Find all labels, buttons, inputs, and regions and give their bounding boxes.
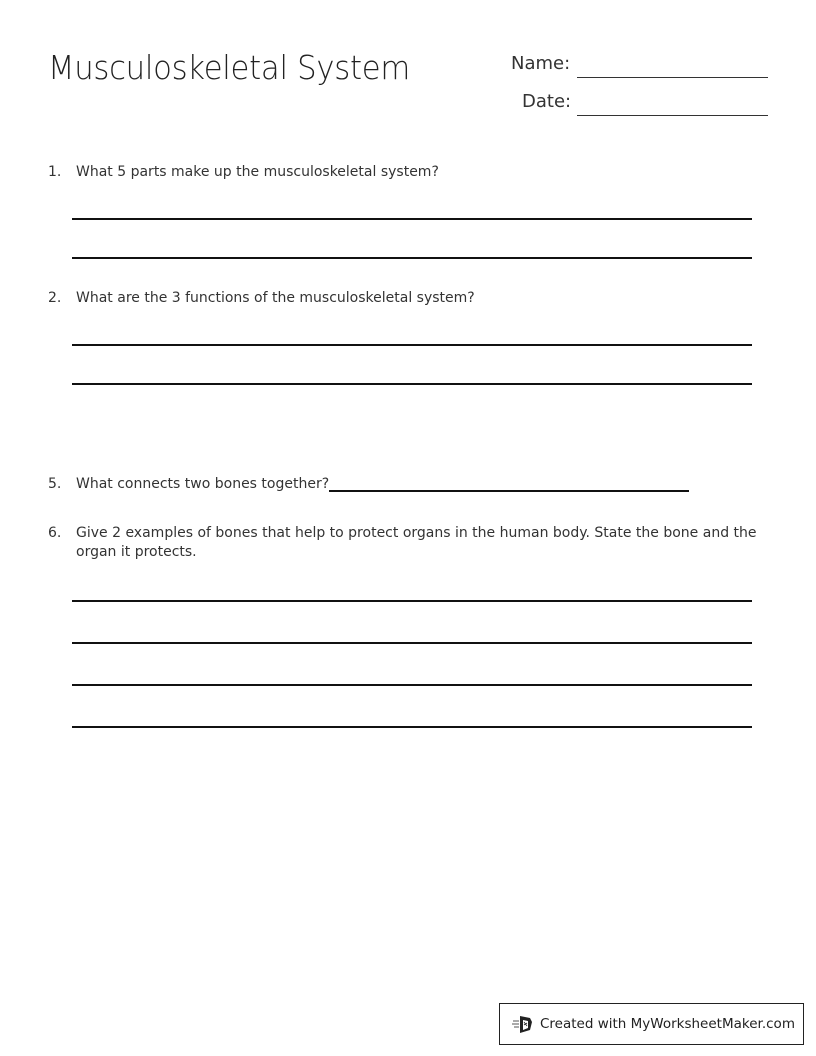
question-number: 5.: [48, 476, 62, 492]
question-text: What are the 3 functions of the musculoskeletal system?: [76, 290, 475, 306]
question-text: Give 2 examples of bones that help to protect organs in the human body. State the bone and the: [76, 525, 757, 541]
question-text-continued: organ it protects.: [76, 544, 197, 560]
answer-line[interactable]: [72, 218, 752, 220]
answer-line[interactable]: [72, 684, 752, 686]
name-label: Name:: [511, 53, 571, 74]
footer-text: Created with MyWorksheetMaker.com: [540, 1016, 795, 1032]
footer-badge[interactable]: [499, 1003, 804, 1045]
answer-line[interactable]: [72, 600, 752, 602]
inline-answer-line[interactable]: [329, 490, 689, 492]
answer-line[interactable]: [72, 383, 752, 385]
date-field-line[interactable]: [577, 115, 768, 116]
question-text: What connects two bones together?: [76, 476, 330, 492]
page-title: Musculoskeletal System: [48, 48, 410, 87]
worksheet-logo-icon: [512, 1013, 534, 1035]
question-number: 1.: [48, 164, 62, 180]
question-6: [48, 523, 768, 563]
question-number: 6.: [48, 525, 62, 541]
name-field-line[interactable]: [577, 77, 768, 78]
answer-line[interactable]: [72, 642, 752, 644]
answer-line[interactable]: [72, 344, 752, 346]
question-text: What 5 parts make up the musculoskeletal system?: [76, 164, 439, 180]
answer-line[interactable]: [72, 726, 752, 728]
question-number: 2.: [48, 290, 62, 306]
date-label: Date:: [522, 91, 572, 112]
answer-line[interactable]: [72, 257, 752, 259]
